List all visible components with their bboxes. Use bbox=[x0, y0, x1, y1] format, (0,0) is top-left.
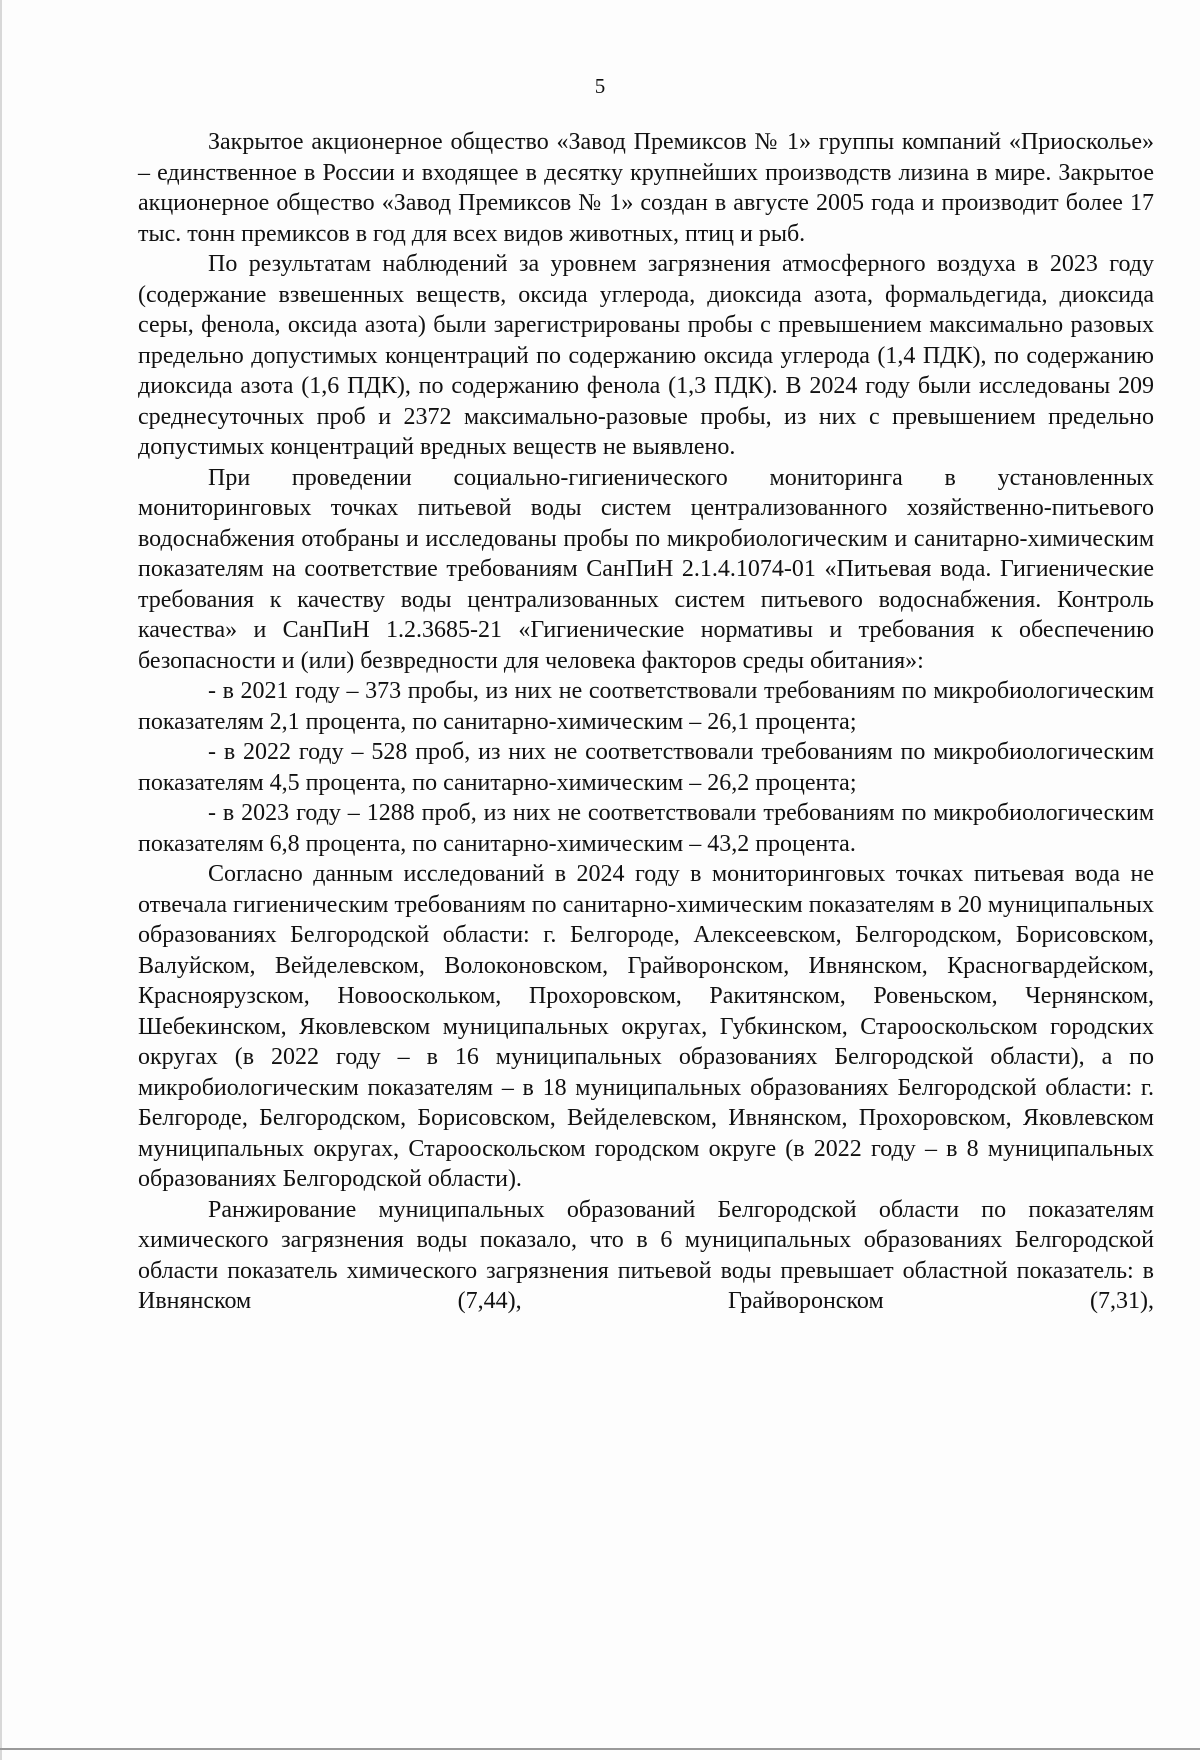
bottom-scan-rule bbox=[0, 1748, 1200, 1750]
paragraph-ranking: Ранжирование муниципальных образований Белгородской области по показателям химического загрязнения воды показало, что в 6 муниципальных образованиях Белгородской области показатель химического загрязнения питьевой воды превышает областной показатель: в Ивнянском (7,44), Грайворонском (7,31), bbox=[138, 1196, 1154, 1314]
paragraph-2024-results: Согласно данным исследований в 2024 году в мониторинговых точках питьевая вода не отвечала гигиеническим требованиям по санитарно-химическим показателям в 20 муниципальных образованиях Белгородской области: г. Белгороде, Алексеевском, Белгородском, Борисовском, Валуйском, Вейделевском, Волоконовском, Грайворонском, Ивнянском, Красногвардейском, Красноярузском, Новооскольком, Прохоровском, Ракитянском, Ровеньском, Чернянском, Шебекинском, Яковлевском муниципальных округах, Губкинском, Старооскольском городских округах (в 2022 году – в 16 муниципальных образованиях Белгородской области), а по микробиологическим показателям – в 18 муниципальных образованиях Белгородской области: г. Белгороде, Белгородском, Борисовском, Вейделевском, Ивнянском, Прохоровском, Яковлевском муниципальных округах, Старооскольском городском округе (в 2022 году – в 8 муниципальных образованиях Белгородской области). bbox=[138, 861, 1154, 1192]
scan-edge bbox=[0, 0, 2, 1760]
list-item-2022: - в 2022 году – 528 проб, из них не соответствовали требованиям по микробиологическим показателям 4,5 процента, по санитарно-химическим – 26,2 процента; bbox=[138, 739, 1154, 796]
paragraph-air-pollution: По результатам наблюдений за уровнем загрязнения атмосферного воздуха в 2023 году (содержание взвешенных веществ, оксида углерода, диоксида азота, формальдегида, диоксида серы, фенола, оксида азота) были зарегистрированы пробы с превышением максимально разовых предельно допустимых концентраций по содержанию оксида углерода (1,4 ПДК), по содержанию диоксида азота (1,6 ПДК), по содержанию фенола (1,3 ПДК). В 2024 году были исследованы 209 среднесуточных проб и 2372 максимально-разовые пробы, из них с превышением предельно допустимых концентраций вредных веществ не выявлено. bbox=[138, 251, 1154, 460]
page-number: 5 bbox=[594, 74, 606, 98]
paragraph-zavod-premiksov: Закрытое акционерное общество «Завод Премиксов № 1» группы компаний «Приосколье» – единственное в России и входящее в десятку крупнейших производств лизина в мире. Закрытое акционерное общество «Завод Премиксов № 1» создан в августе 2005 года и производит более 17 тыс. тонн премиксов в год для всех видов животных, птиц и рыб. bbox=[138, 129, 1154, 247]
document-body bbox=[138, 127, 1154, 1317]
list-item-2021: - в 2021 году – 373 пробы, из них не соответствовали требованиям по микробиологическим показателям 2,1 процента, по санитарно-химическим – 26,1 процента; bbox=[138, 678, 1154, 735]
paragraph-water-monitoring: При проведении социально-гигиенического мониторинга в установленных мониторинговых точках питьевой воды систем централизованного хозяйственно-питьевого водоснабжения отобраны и исследованы пробы по микробиологическим и санитарно-химическим показателям на соответствие требованиям СанПиН 2.1.4.1074-01 «Питьевая вода. Гигиенические требования к качеству воды централизованных систем питьевого водоснабжения. Контроль качества» и СанПиН 1.2.3685-21 «Гигиенические нормативы и требования к обеспечению безопасности и (или) безвредности для человека факторов среды обитания»: bbox=[138, 464, 1154, 674]
list-item-2023: - в 2023 году – 1288 проб, из них не соответствовали требованиям по микробиологическим показателям 6,8 процента, по санитарно-химическим – 43,2 процента. bbox=[138, 800, 1154, 857]
